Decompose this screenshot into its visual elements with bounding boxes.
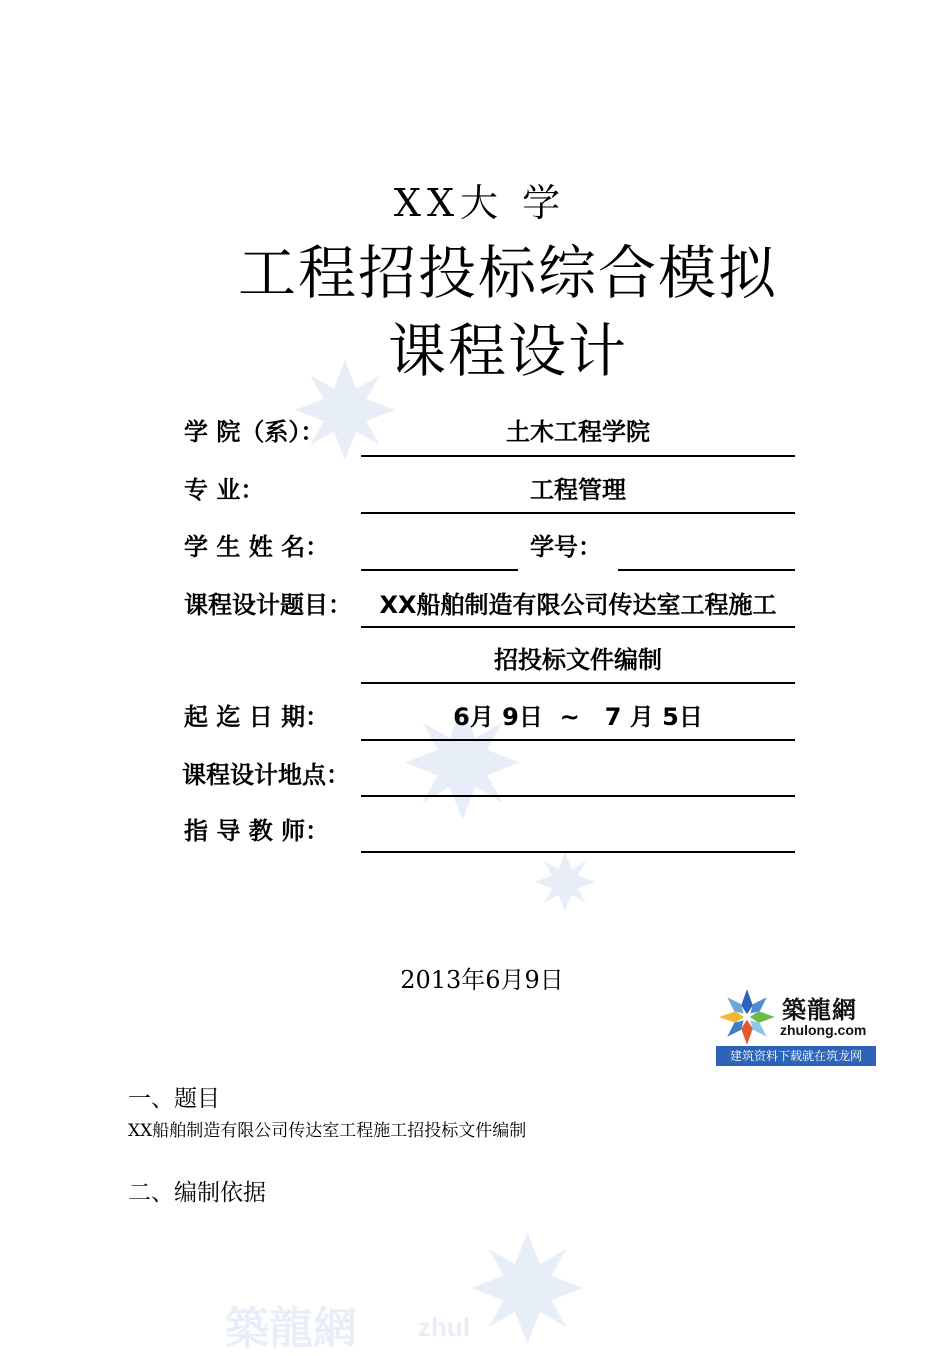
watermark-snowflake-icon: [470, 1232, 585, 1344]
major-underline: [361, 512, 795, 514]
advisor-label: 指 导 教 师：: [184, 817, 330, 845]
major-value: 工程管理: [530, 476, 626, 504]
topic-value-line2: 招投标文件编制: [494, 646, 662, 674]
advisor-underline: [361, 851, 795, 853]
logo-name: 築龍網: [782, 996, 857, 1024]
topic-underline-1: [361, 626, 795, 628]
snowflake-logo-icon: [718, 988, 776, 1046]
section2-heading: 二、编制依据: [128, 1180, 266, 1206]
college-value: 土木工程学院: [506, 418, 650, 446]
zhulong-logo: [716, 984, 876, 1066]
major-label: 专 业：: [184, 476, 265, 504]
watermark-domain: zhul: [418, 1312, 470, 1342]
date-range-value: 6月 9日 ~ 7 月 5日: [453, 703, 703, 731]
student-name-label: 学 生 姓 名：: [184, 533, 330, 561]
college-label: 学 院（系）：: [184, 418, 325, 446]
logo-domain: zhulong.com: [780, 1022, 867, 1038]
student-name-underline: [361, 569, 518, 571]
logo-slogan: 建筑资料下载就在筑龙网: [716, 1046, 876, 1066]
university-name: XX大 学: [393, 181, 567, 225]
topic-underline-2: [361, 682, 795, 684]
section1-text: XX船舶制造有限公司传达室工程施工招投标文件编制: [128, 1121, 527, 1141]
college-underline: [361, 455, 795, 457]
watermark-snowflake-icon: [535, 852, 595, 912]
date-range-label: 起 迄 日 期：: [184, 703, 330, 731]
student-id-underline: [618, 569, 795, 571]
section1-heading: 一、题目: [128, 1086, 220, 1112]
student-id-label: 学号：: [530, 533, 602, 561]
topic-value-line1: XX船舶制造有限公司传达室工程施工: [379, 591, 777, 619]
date-range-underline: [361, 739, 795, 741]
page-title-line1: 工程招投标综合模拟: [237, 239, 778, 307]
location-label: 课程设计地点：: [182, 761, 350, 789]
page-title-line2: 课程设计: [387, 317, 628, 385]
watermark-name: 築龍網: [225, 1303, 357, 1354]
location-underline: [361, 795, 795, 797]
document-date: 2013年6月9日: [400, 966, 564, 994]
topic-label: 课程设计题目：: [184, 591, 352, 619]
